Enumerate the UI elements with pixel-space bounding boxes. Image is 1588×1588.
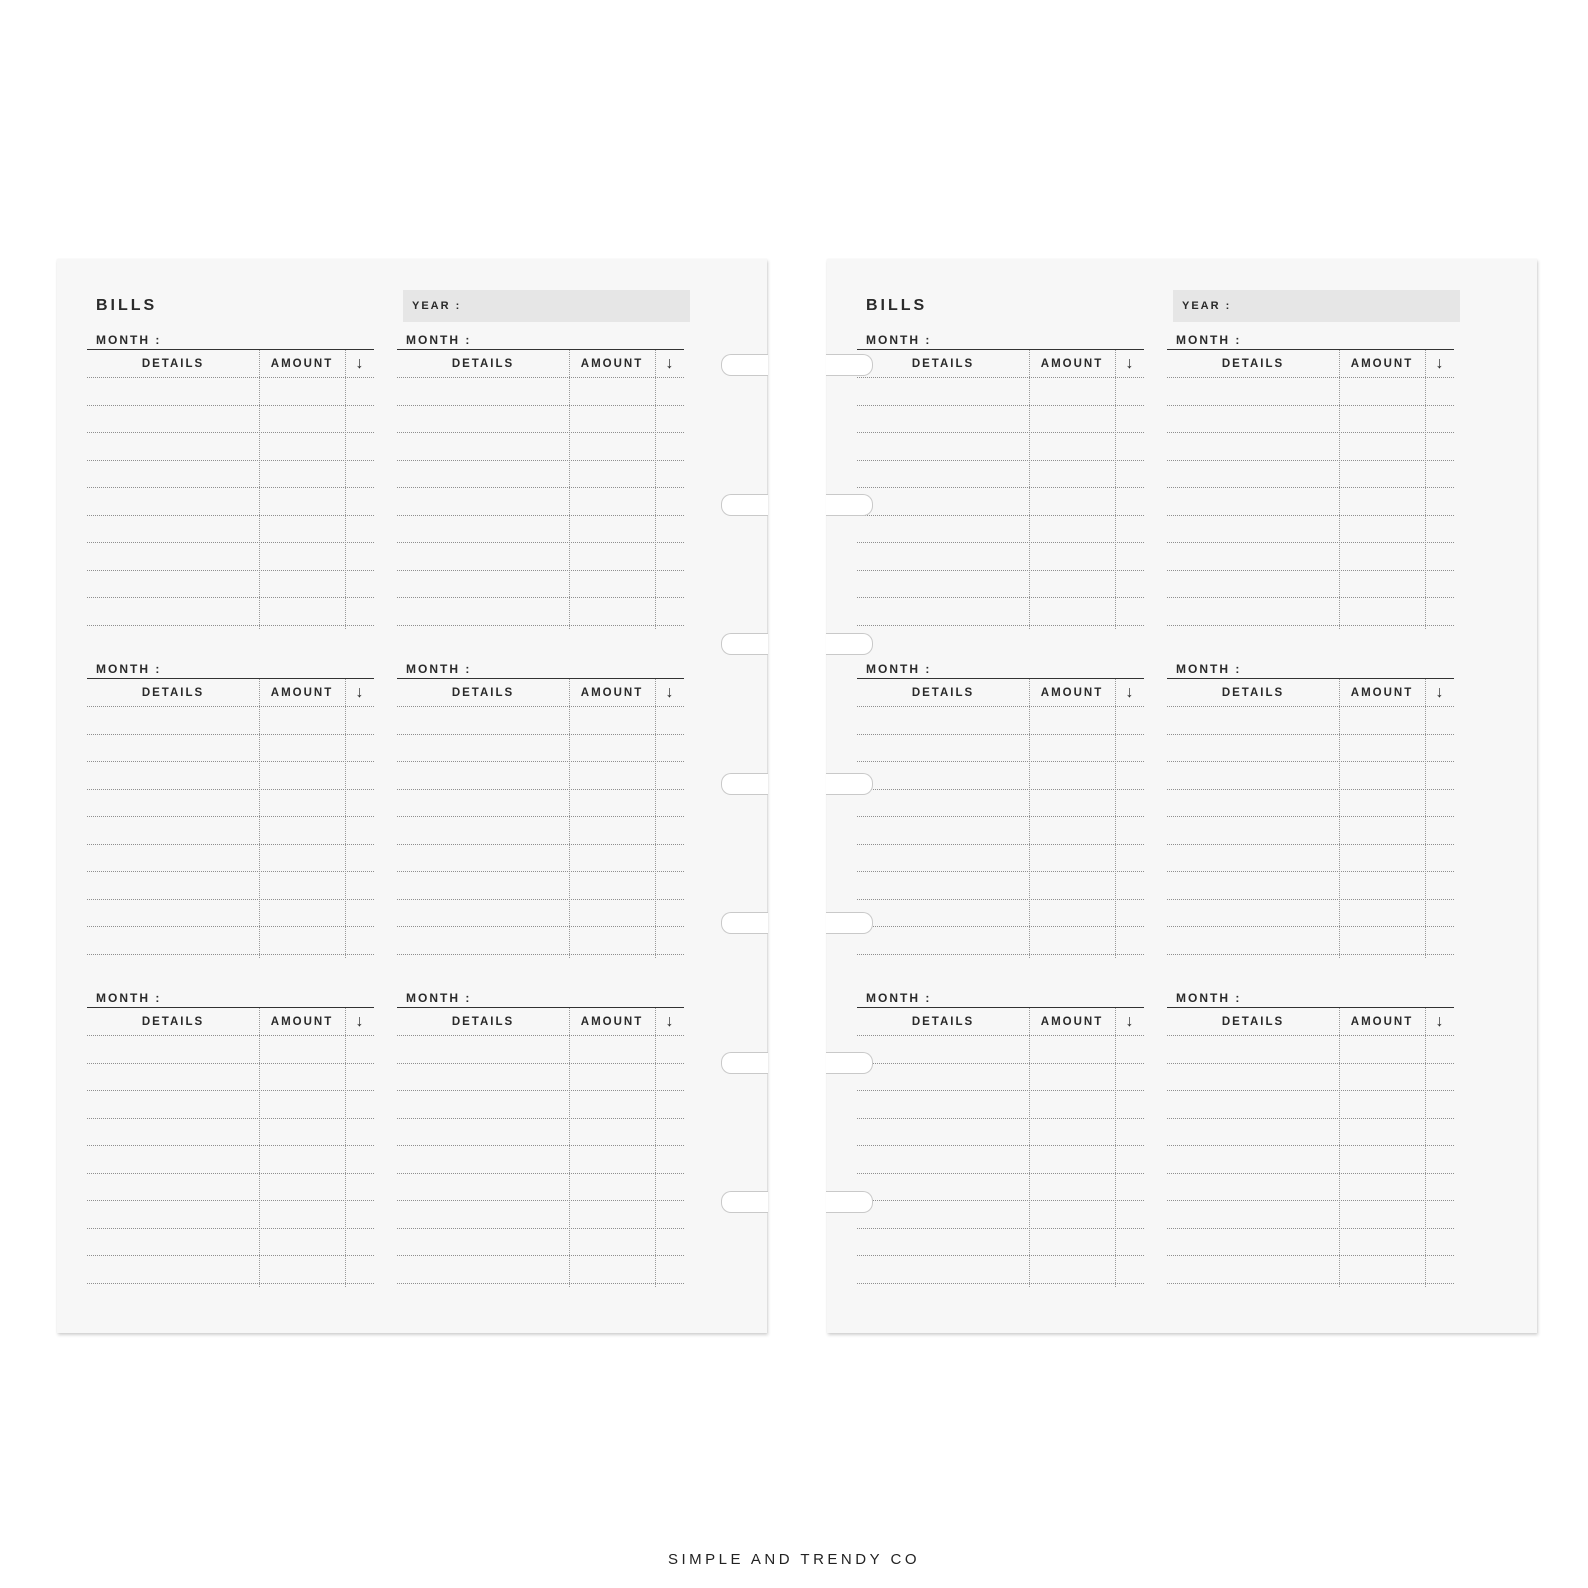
- table-row[interactable]: [87, 1035, 374, 1036]
- paid-arrow-icon: ↓: [665, 1013, 674, 1030]
- bills-table: [1167, 1007, 1454, 1287]
- table-row[interactable]: [87, 1283, 374, 1284]
- table-header: [1167, 1008, 1454, 1036]
- table-row[interactable]: [1167, 460, 1454, 461]
- binder-hole: [826, 494, 873, 516]
- table-row[interactable]: [1167, 377, 1454, 378]
- table-row[interactable]: [1167, 954, 1454, 955]
- paid-arrow-icon: ↓: [355, 684, 364, 701]
- column-header-details: DETAILS: [451, 687, 515, 699]
- paid-arrow-icon: ↓: [355, 1013, 364, 1030]
- table-row[interactable]: [87, 1145, 374, 1146]
- binder-hole: [721, 1052, 768, 1074]
- table-row[interactable]: [857, 625, 1144, 626]
- column-header-amount: AMOUNT: [1350, 687, 1414, 699]
- column-divider: [345, 679, 346, 958]
- month-label[interactable]: MONTH :: [96, 662, 162, 676]
- column-divider: [569, 350, 570, 629]
- month-label[interactable]: MONTH :: [1176, 662, 1242, 676]
- table-row[interactable]: [857, 460, 1144, 461]
- table-row[interactable]: [857, 1090, 1144, 1091]
- table-header: [87, 350, 374, 378]
- table-row[interactable]: [87, 1200, 374, 1201]
- column-divider: [1115, 1008, 1116, 1287]
- column-divider: [1425, 679, 1426, 958]
- table-row[interactable]: [857, 597, 1144, 598]
- year-field[interactable]: [1173, 290, 1460, 322]
- column-header-amount: AMOUNT: [1040, 358, 1104, 370]
- column-divider: [259, 679, 260, 958]
- table-row[interactable]: [857, 1255, 1144, 1256]
- table-row[interactable]: [1167, 1063, 1454, 1064]
- table-row[interactable]: [397, 377, 684, 378]
- year-field[interactable]: [403, 290, 690, 322]
- table-row[interactable]: [1167, 570, 1454, 571]
- table-row[interactable]: [1167, 789, 1454, 790]
- column-header-amount: AMOUNT: [580, 1016, 644, 1028]
- table-row[interactable]: [1167, 1255, 1454, 1256]
- table-row[interactable]: [857, 926, 1144, 927]
- table-row[interactable]: [87, 706, 374, 707]
- table-row[interactable]: [397, 1228, 684, 1229]
- table-row[interactable]: [87, 1228, 374, 1229]
- table-row[interactable]: [87, 597, 374, 598]
- table-row[interactable]: [857, 487, 1144, 488]
- table-row[interactable]: [1167, 1145, 1454, 1146]
- table-row[interactable]: [397, 816, 684, 817]
- month-label[interactable]: MONTH :: [406, 333, 472, 347]
- table-row[interactable]: [87, 871, 374, 872]
- table-row[interactable]: [87, 487, 374, 488]
- table-row[interactable]: [87, 1255, 374, 1256]
- column-divider: [1029, 1008, 1030, 1287]
- binder-hole: [721, 912, 768, 934]
- binder-hole: [826, 633, 873, 655]
- table-row[interactable]: [857, 844, 1144, 845]
- bills-table: [87, 349, 374, 629]
- table-row[interactable]: [857, 1035, 1144, 1036]
- column-header-details: DETAILS: [141, 1016, 205, 1028]
- column-divider: [259, 1008, 260, 1287]
- table-row[interactable]: [397, 844, 684, 845]
- table-row[interactable]: [1167, 871, 1454, 872]
- column-header-amount: AMOUNT: [1040, 687, 1104, 699]
- table-row[interactable]: [857, 871, 1144, 872]
- column-header-amount: AMOUNT: [1040, 1016, 1104, 1028]
- month-label[interactable]: MONTH :: [866, 333, 932, 347]
- table-row[interactable]: [1167, 734, 1454, 735]
- table-row[interactable]: [87, 625, 374, 626]
- column-header-amount: AMOUNT: [270, 358, 334, 370]
- table-row[interactable]: [87, 954, 374, 955]
- table-row[interactable]: [857, 570, 1144, 571]
- table-row[interactable]: [857, 377, 1144, 378]
- table-row[interactable]: [857, 515, 1144, 516]
- column-divider: [1115, 350, 1116, 629]
- column-divider: [655, 1008, 656, 1287]
- binder-hole: [826, 354, 873, 376]
- table-row[interactable]: [857, 432, 1144, 433]
- table-header: [1167, 679, 1454, 707]
- column-header-amount: AMOUNT: [580, 687, 644, 699]
- table-row[interactable]: [87, 734, 374, 735]
- column-header-details: DETAILS: [911, 1016, 975, 1028]
- table-row[interactable]: [397, 1035, 684, 1036]
- table-row[interactable]: [397, 432, 684, 433]
- table-row[interactable]: [1167, 515, 1454, 516]
- table-row[interactable]: [397, 460, 684, 461]
- bills-table: [857, 349, 1144, 629]
- column-divider: [345, 1008, 346, 1287]
- column-header-details: DETAILS: [1221, 1016, 1285, 1028]
- column-header-details: DETAILS: [1221, 358, 1285, 370]
- table-row[interactable]: [87, 789, 374, 790]
- table-row[interactable]: [397, 706, 684, 707]
- month-label[interactable]: MONTH :: [1176, 333, 1242, 347]
- year-label: YEAR :: [412, 300, 462, 312]
- table-row[interactable]: [397, 405, 684, 406]
- table-row[interactable]: [87, 1173, 374, 1174]
- table-row[interactable]: [857, 1283, 1144, 1284]
- table-row[interactable]: [857, 761, 1144, 762]
- column-divider: [569, 679, 570, 958]
- table-row[interactable]: [397, 1173, 684, 1174]
- table-row[interactable]: [397, 515, 684, 516]
- year-label: YEAR :: [1182, 300, 1232, 312]
- column-header-amount: AMOUNT: [270, 1016, 334, 1028]
- column-header-amount: AMOUNT: [580, 358, 644, 370]
- table-row[interactable]: [1167, 405, 1454, 406]
- table-header: [857, 350, 1144, 378]
- column-divider: [655, 350, 656, 629]
- month-label[interactable]: MONTH :: [96, 991, 162, 1005]
- table-row[interactable]: [857, 1173, 1144, 1174]
- brand-footer: SIMPLE AND TRENDY CO: [668, 1551, 920, 1568]
- paid-arrow-icon: ↓: [665, 355, 674, 372]
- column-divider: [1425, 350, 1426, 629]
- table-row[interactable]: [857, 1228, 1144, 1229]
- table-row[interactable]: [1167, 1283, 1454, 1284]
- bills-table: [1167, 678, 1454, 958]
- paid-arrow-icon: ↓: [1125, 684, 1134, 701]
- month-label[interactable]: MONTH :: [406, 662, 472, 676]
- column-divider: [1029, 679, 1030, 958]
- column-header-details: DETAILS: [141, 687, 205, 699]
- paid-arrow-icon: ↓: [665, 684, 674, 701]
- table-row[interactable]: [1167, 761, 1454, 762]
- bills-table: [87, 678, 374, 958]
- table-row[interactable]: [397, 954, 684, 955]
- table-header: [397, 350, 684, 378]
- table-row[interactable]: [397, 761, 684, 762]
- paid-arrow-icon: ↓: [355, 355, 364, 372]
- table-row[interactable]: [857, 954, 1144, 955]
- paid-arrow-icon: ↓: [1435, 684, 1444, 701]
- table-row[interactable]: [857, 1145, 1144, 1146]
- column-divider: [345, 350, 346, 629]
- table-row[interactable]: [1167, 899, 1454, 900]
- table-header: [397, 679, 684, 707]
- bills-table: [857, 1007, 1144, 1287]
- column-header-details: DETAILS: [451, 358, 515, 370]
- column-divider: [1339, 350, 1340, 629]
- table-row[interactable]: [1167, 926, 1454, 927]
- table-row[interactable]: [397, 871, 684, 872]
- table-row[interactable]: [1167, 625, 1454, 626]
- month-label[interactable]: MONTH :: [1176, 991, 1242, 1005]
- planner-page-right: [827, 259, 1537, 1333]
- table-row[interactable]: [397, 734, 684, 735]
- page-title: BILLS: [96, 297, 158, 314]
- table-row[interactable]: [1167, 816, 1454, 817]
- table-row[interactable]: [397, 597, 684, 598]
- paid-arrow-icon: ↓: [1125, 355, 1134, 372]
- table-row[interactable]: [87, 1118, 374, 1119]
- table-row[interactable]: [87, 570, 374, 571]
- column-divider: [259, 350, 260, 629]
- table-row[interactable]: [857, 899, 1144, 900]
- column-divider: [1029, 350, 1030, 629]
- table-row[interactable]: [397, 1200, 684, 1201]
- table-row[interactable]: [857, 789, 1144, 790]
- table-row[interactable]: [397, 487, 684, 488]
- table-row[interactable]: [1167, 487, 1454, 488]
- table-row[interactable]: [87, 460, 374, 461]
- table-row[interactable]: [857, 1063, 1144, 1064]
- table-row[interactable]: [397, 926, 684, 927]
- table-row[interactable]: [857, 706, 1144, 707]
- bills-table: [397, 1007, 684, 1287]
- table-row[interactable]: [1167, 1090, 1454, 1091]
- table-row[interactable]: [1167, 1200, 1454, 1201]
- column-header-details: DETAILS: [1221, 687, 1285, 699]
- table-row[interactable]: [87, 761, 374, 762]
- paid-arrow-icon: ↓: [1435, 1013, 1444, 1030]
- table-row[interactable]: [87, 1090, 374, 1091]
- table-row[interactable]: [87, 432, 374, 433]
- column-divider: [1339, 1008, 1340, 1287]
- table-row[interactable]: [857, 734, 1144, 735]
- table-row[interactable]: [1167, 1173, 1454, 1174]
- column-header-amount: AMOUNT: [1350, 1016, 1414, 1028]
- table-header: [397, 1008, 684, 1036]
- table-row[interactable]: [397, 1118, 684, 1119]
- table-row[interactable]: [857, 816, 1144, 817]
- column-divider: [1339, 679, 1340, 958]
- table-row[interactable]: [87, 844, 374, 845]
- bills-table: [1167, 349, 1454, 629]
- column-header-amount: AMOUNT: [270, 687, 334, 699]
- table-row[interactable]: [1167, 597, 1454, 598]
- binder-hole: [721, 354, 768, 376]
- table-row[interactable]: [1167, 844, 1454, 845]
- column-divider: [569, 1008, 570, 1287]
- binder-hole: [826, 773, 873, 795]
- table-row[interactable]: [397, 625, 684, 626]
- table-row[interactable]: [1167, 1228, 1454, 1229]
- table-row[interactable]: [87, 899, 374, 900]
- column-header-amount: AMOUNT: [1350, 358, 1414, 370]
- table-row[interactable]: [397, 570, 684, 571]
- table-row[interactable]: [857, 1200, 1144, 1201]
- table-row[interactable]: [87, 1063, 374, 1064]
- bills-table: [87, 1007, 374, 1287]
- table-row[interactable]: [1167, 432, 1454, 433]
- table-row[interactable]: [397, 1283, 684, 1284]
- table-row[interactable]: [397, 899, 684, 900]
- table-row[interactable]: [857, 405, 1144, 406]
- column-header-details: DETAILS: [451, 1016, 515, 1028]
- column-divider: [1425, 1008, 1426, 1287]
- paid-arrow-icon: ↓: [1435, 355, 1444, 372]
- table-header: [87, 679, 374, 707]
- table-row[interactable]: [87, 816, 374, 817]
- table-row[interactable]: [857, 1118, 1144, 1119]
- planner-page-left: [57, 259, 767, 1333]
- binder-hole: [826, 1052, 873, 1074]
- column-header-details: DETAILS: [911, 358, 975, 370]
- table-row[interactable]: [1167, 542, 1454, 543]
- table-row[interactable]: [1167, 1035, 1454, 1036]
- bills-table: [857, 678, 1144, 958]
- binder-hole: [721, 494, 768, 516]
- table-row[interactable]: [1167, 1118, 1454, 1119]
- table-header: [857, 679, 1144, 707]
- table-row[interactable]: [397, 1255, 684, 1256]
- table-header: [857, 1008, 1144, 1036]
- table-row[interactable]: [87, 405, 374, 406]
- binder-hole: [721, 633, 768, 655]
- binder-hole: [721, 1191, 768, 1213]
- binder-hole: [721, 773, 768, 795]
- paid-arrow-icon: ↓: [1125, 1013, 1134, 1030]
- table-row[interactable]: [87, 515, 374, 516]
- column-header-details: DETAILS: [141, 358, 205, 370]
- table-row[interactable]: [397, 1063, 684, 1064]
- table-row[interactable]: [1167, 706, 1454, 707]
- bills-table: [397, 678, 684, 958]
- binder-hole: [826, 1191, 873, 1213]
- month-label[interactable]: MONTH :: [866, 991, 932, 1005]
- column-divider: [1115, 679, 1116, 958]
- table-row[interactable]: [397, 789, 684, 790]
- column-header-details: DETAILS: [911, 687, 975, 699]
- bills-table: [397, 349, 684, 629]
- table-row[interactable]: [87, 926, 374, 927]
- table-header: [87, 1008, 374, 1036]
- page-title: BILLS: [866, 297, 928, 314]
- month-label[interactable]: MONTH :: [866, 662, 932, 676]
- table-header: [1167, 350, 1454, 378]
- month-label[interactable]: MONTH :: [96, 333, 162, 347]
- table-row[interactable]: [87, 377, 374, 378]
- binder-hole: [826, 912, 873, 934]
- table-row[interactable]: [397, 1145, 684, 1146]
- table-row[interactable]: [857, 542, 1144, 543]
- column-divider: [655, 679, 656, 958]
- table-row[interactable]: [397, 542, 684, 543]
- table-row[interactable]: [397, 1090, 684, 1091]
- month-label[interactable]: MONTH :: [406, 991, 472, 1005]
- table-row[interactable]: [87, 542, 374, 543]
